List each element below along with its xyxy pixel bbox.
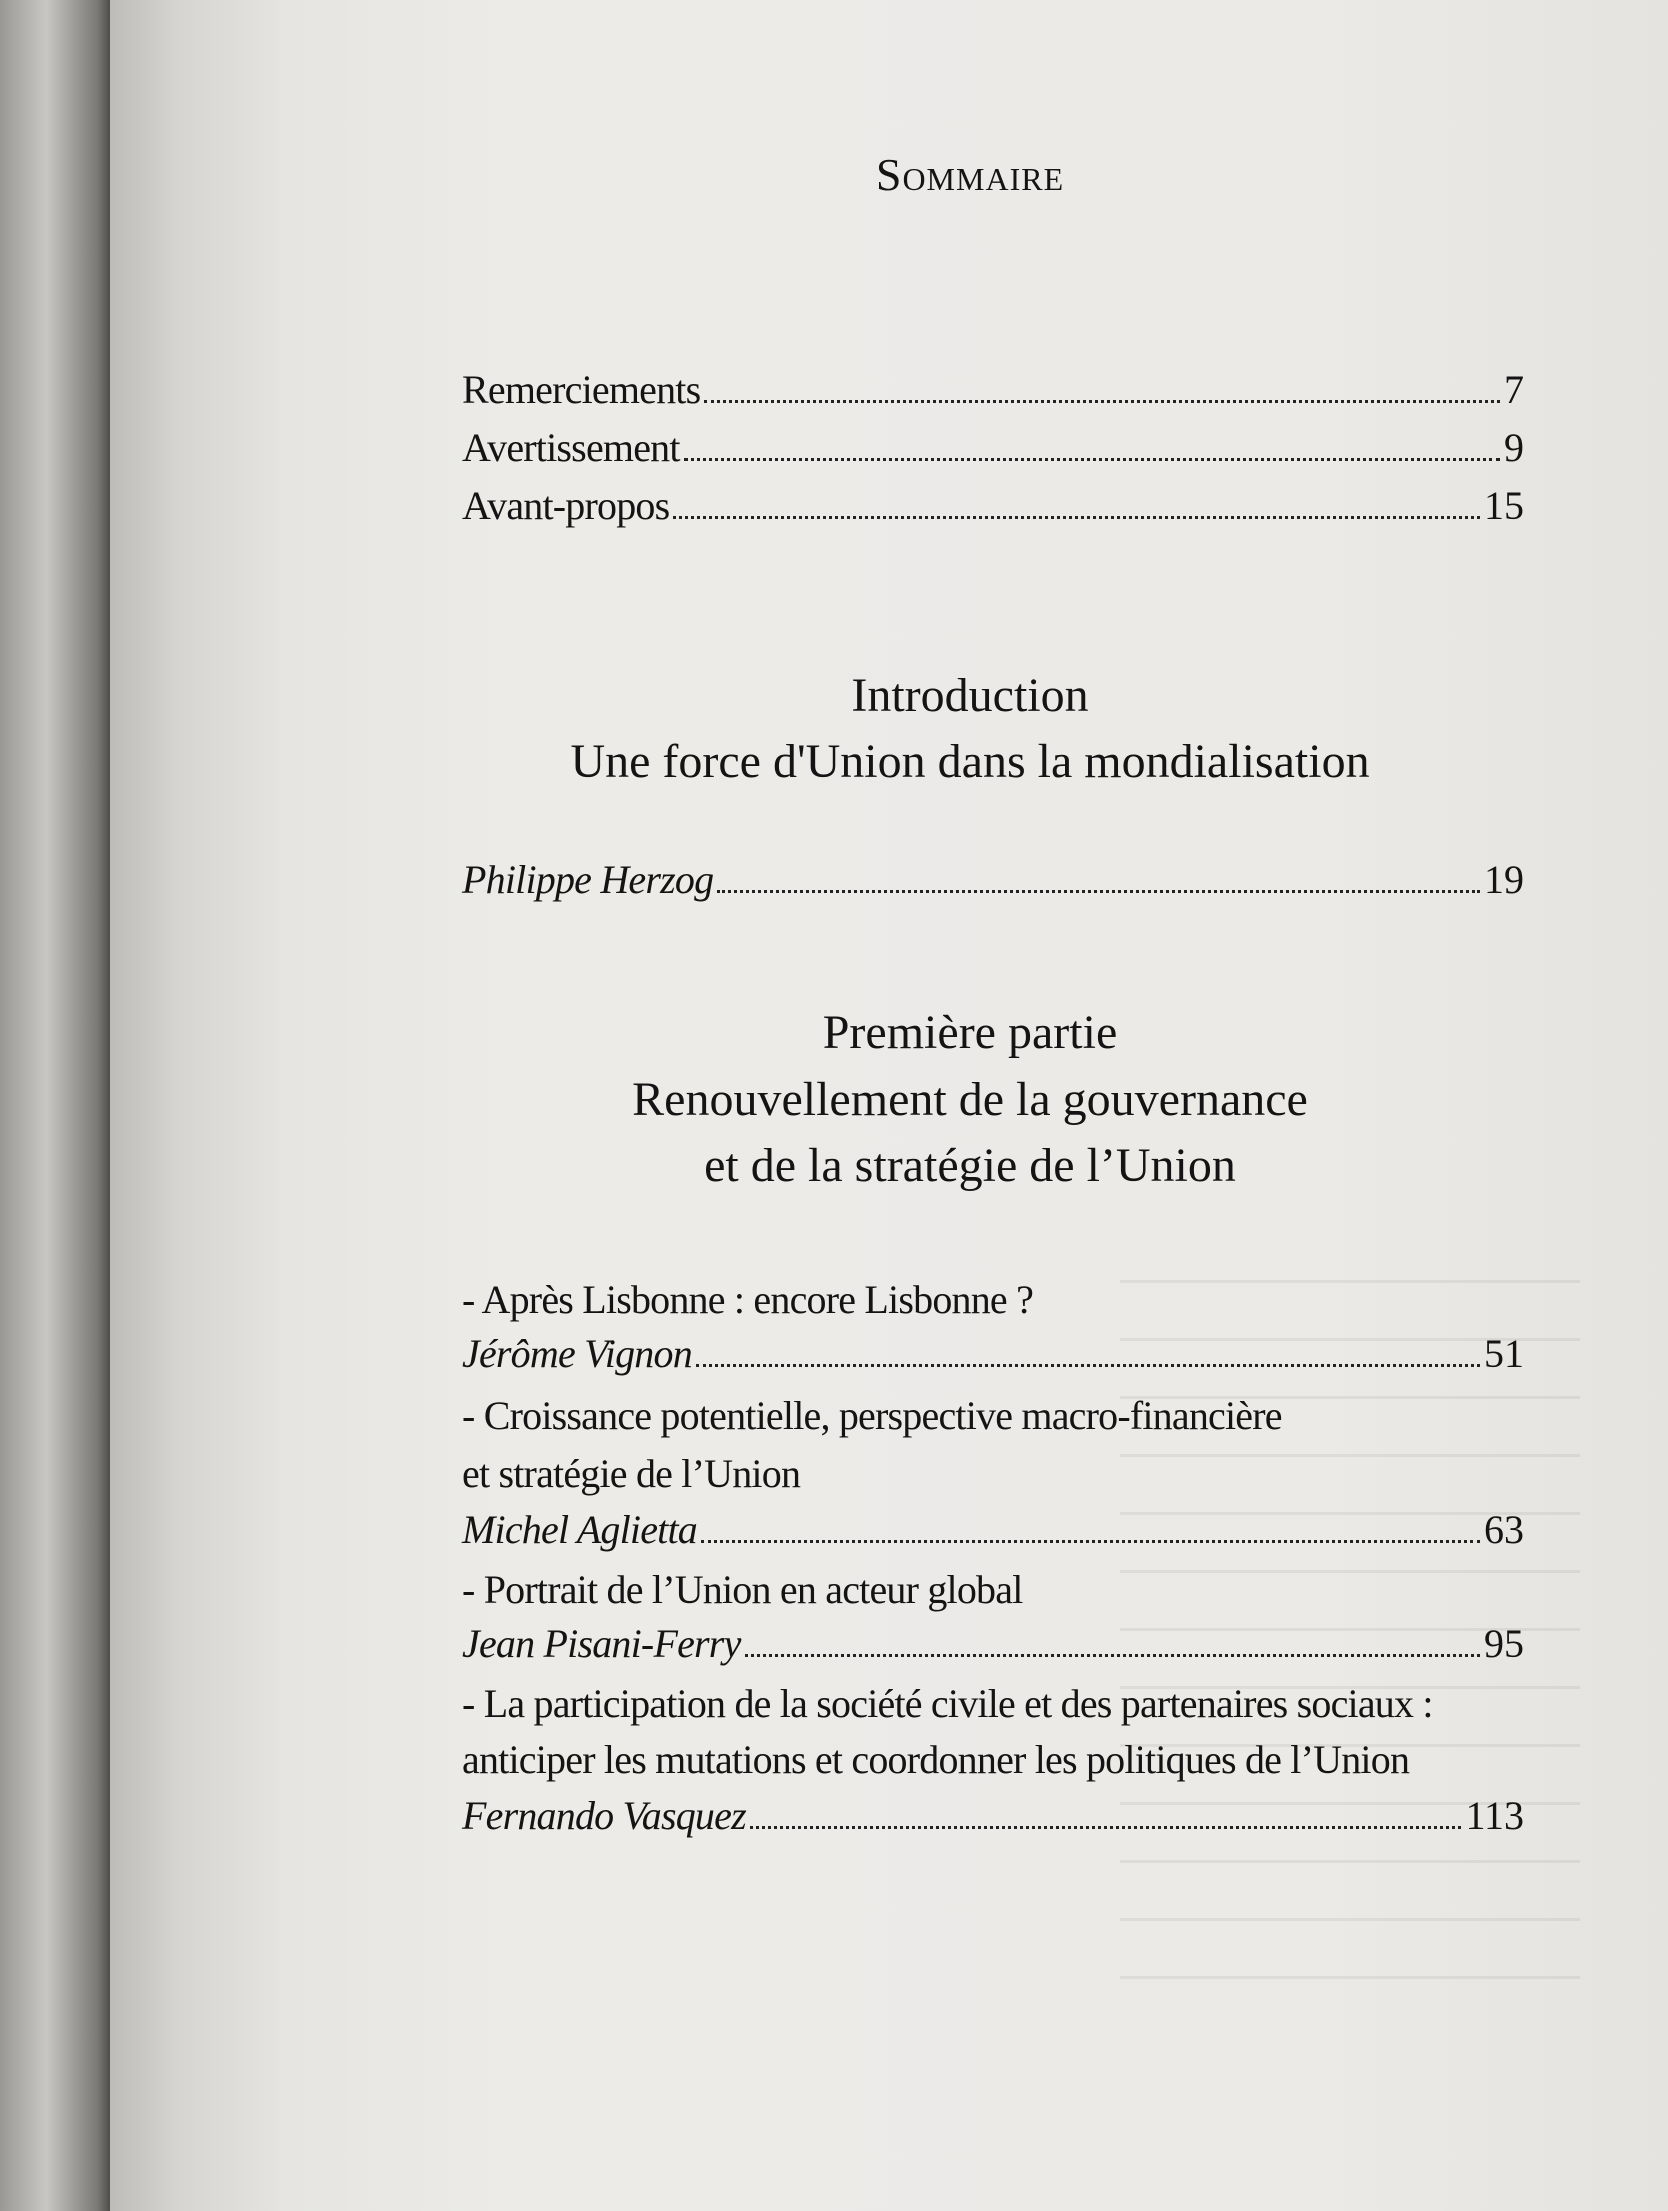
- part-one-heading: Première partie: [822, 1006, 1118, 1059]
- toc-entry-page: 51: [1484, 1331, 1524, 1376]
- toc-entry-title: - Croissance potentielle, perspective macro-financière: [462, 1393, 1282, 1438]
- toc-entry-title: et stratégie de l’Union: [462, 1451, 801, 1496]
- toc-entry-author: Jean Pisani-Ferry: [462, 1621, 741, 1666]
- toc-entry-title: - La participation de la société civile et des partenaires sociaux :: [462, 1681, 1433, 1726]
- toc-entry-title: - Après Lisbonne : encore Lisbonne ?: [462, 1277, 1034, 1322]
- toc-entry-author: Jérôme Vignon: [462, 1331, 692, 1376]
- toc-entry-page: 15: [1484, 483, 1524, 528]
- dot-leader: [750, 1825, 1462, 1829]
- toc-entry-author: Michel Aglietta: [462, 1507, 697, 1552]
- introduction-subtitle: Une force d'Union dans la mondialisation: [570, 735, 1370, 788]
- dot-leader: [696, 1363, 1480, 1367]
- toc-entry-label: Avertissement: [462, 425, 680, 470]
- toc-entry-author: Philippe Herzog: [462, 857, 714, 902]
- toc-entry-label: Remerciements: [462, 367, 701, 412]
- book-page: [110, 0, 1668, 2211]
- book-gutter: [0, 0, 115, 2211]
- toc-entry-author: Fernando Vasquez: [462, 1793, 746, 1838]
- dot-leader: [673, 515, 1480, 519]
- toc-entry-pisani-ferry: [462, 1620, 1524, 1678]
- toc-entry-label: Avant-propos: [462, 483, 670, 528]
- toc-entry-title: - Portrait de l’Union en acteur global: [462, 1567, 1023, 1612]
- toc-entry-remerciements: [462, 366, 1524, 424]
- toc-entry-page: 19: [1484, 857, 1524, 902]
- dot-leader: [701, 1539, 1480, 1543]
- toc-entry-page: 63: [1484, 1507, 1524, 1552]
- toc-entry-page: 113: [1465, 1793, 1524, 1838]
- toc-entry-avant-propos: [462, 482, 1524, 540]
- toc-entry-vasquez: [462, 1792, 1524, 1850]
- part-one-subtitle-line1: Renouvellement de la gouvernance: [632, 1073, 1308, 1126]
- table-of-contents: [350, 0, 1590, 2211]
- dot-leader: [745, 1653, 1480, 1657]
- toc-entry-page: 7: [1504, 367, 1524, 412]
- dot-leader: [717, 889, 1480, 893]
- toc-entry-page: 95: [1484, 1621, 1524, 1666]
- page-title: Sommaire: [875, 149, 1065, 200]
- toc-entry-title: anticiper les mutations et coordonner les politiques de l’Union: [462, 1737, 1410, 1782]
- part-one-subtitle-line2: et de la stratégie de l’Union: [704, 1139, 1236, 1192]
- toc-entry-vignon: [462, 1330, 1524, 1388]
- toc-entry-aglietta: [462, 1506, 1524, 1564]
- dot-leader: [684, 457, 1500, 461]
- toc-entry-avertissement: [462, 424, 1524, 482]
- toc-entry-introduction: [462, 856, 1524, 914]
- dot-leader: [704, 399, 1500, 403]
- toc-entry-page: 9: [1504, 425, 1524, 470]
- introduction-heading: Introduction: [851, 669, 1089, 722]
